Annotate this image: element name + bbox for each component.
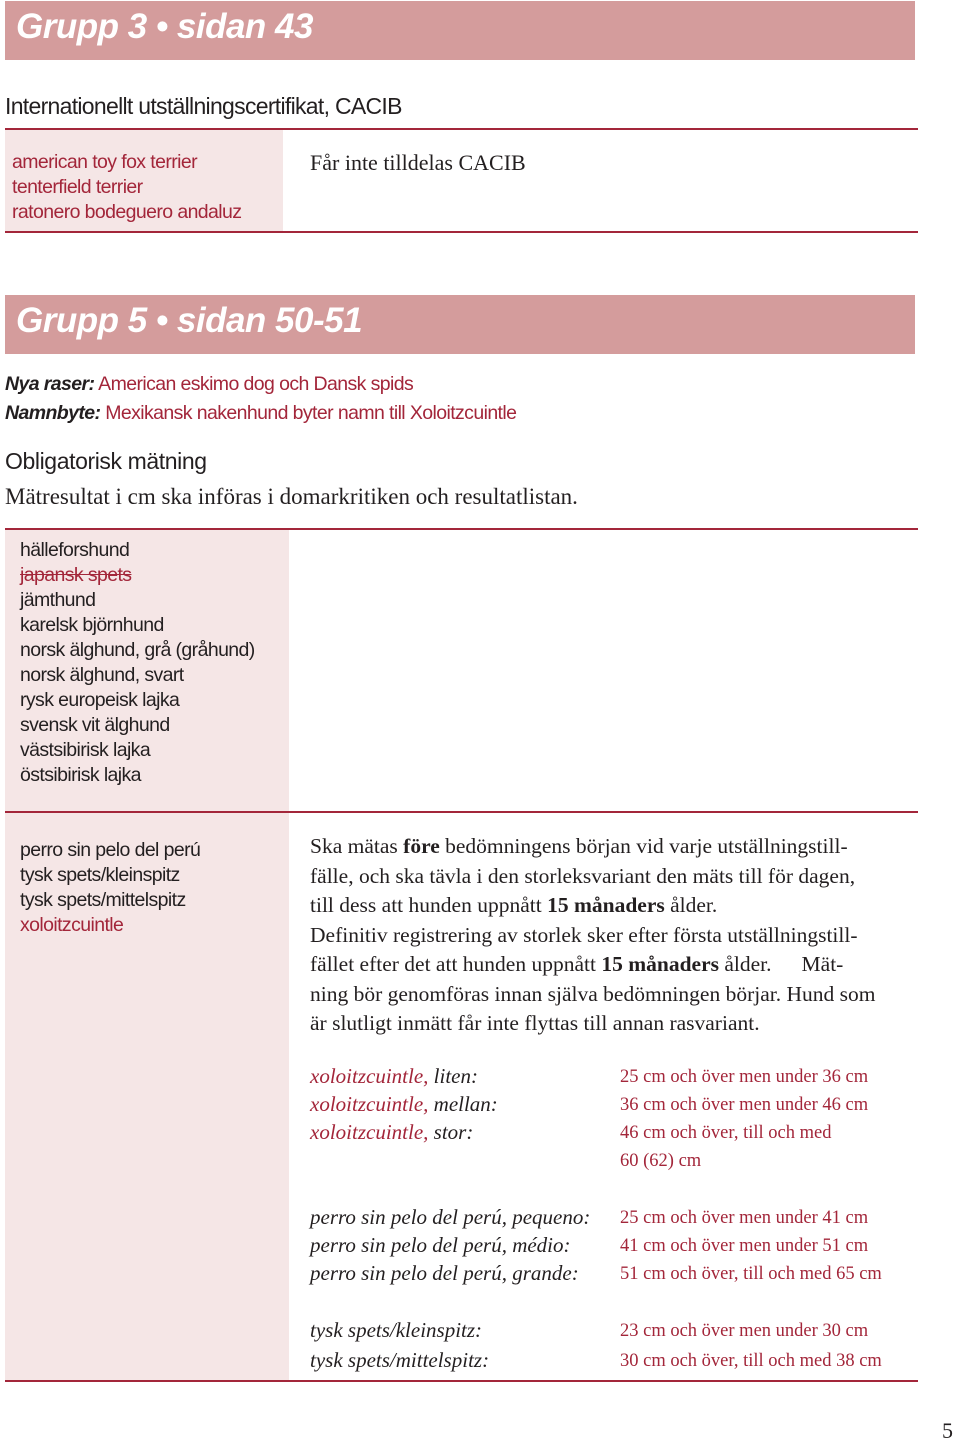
text-span: bedömningens början vid varje utställningstill- (439, 834, 848, 858)
text-span: Ska mätas (310, 834, 404, 858)
size-row (310, 1205, 590, 1230)
text-span: Mät- (801, 952, 844, 976)
breed-list-a (20, 538, 255, 788)
size-value: 23 cm och över men under 30 cm (620, 1321, 869, 1341)
measure-paragraph (310, 832, 920, 1039)
group3-banner-title: Grupp 3 • sidan 43 (16, 7, 313, 46)
list-item: xoloitzcuintle (20, 914, 124, 936)
list-item: norsk älghund, grå (gråhund) (20, 639, 255, 661)
size-breed: xoloitzcuintle, (310, 1064, 429, 1088)
cacib-note: Får inte tilldelas CACIB (310, 150, 526, 175)
size-row (310, 1233, 571, 1258)
size-row (310, 1064, 478, 1089)
size-value: 46 cm och över, till och med (620, 1123, 832, 1143)
size-variant: tysk spets/mittelspitz: (310, 1348, 490, 1372)
group3-banner (5, 1, 915, 60)
text-span: ålder. (664, 893, 718, 917)
size-value: 41 cm och över men under 51 cm (620, 1236, 869, 1256)
list-item: ratonero bodeguero andaluz (12, 201, 242, 223)
rename-text: Mexikansk nakenhund byter namn till Xoloitzcuintle (105, 402, 517, 424)
list-item: hälleforshund (20, 539, 130, 561)
size-value: 51 cm och över, till och med 65 cm (620, 1264, 882, 1284)
list-item: jämthund (20, 589, 96, 611)
divider (5, 1380, 918, 1382)
measure-intro: Mätresultat i cm ska införas i domarkritiken och resultatlistan. (5, 484, 578, 509)
text-line: är slutligt inmätt får inte flyttas till annan rasvariant. (310, 1011, 760, 1035)
size-variant: perro sin pelo del perú, grande: (310, 1261, 579, 1285)
list-item: västsibirisk lajka (20, 739, 151, 761)
cacib-heading: Internationellt utställningscertifikat, CACIB (5, 93, 402, 119)
size-value: 30 cm och över, till och med 38 cm (620, 1351, 882, 1371)
text-span: ålder. (719, 952, 772, 976)
group3-breed-list (12, 150, 241, 225)
list-item: tysk spets/mittelspitz (20, 889, 186, 911)
size-breed: xoloitzcuintle, (310, 1120, 429, 1144)
size-row (310, 1261, 579, 1286)
list-item: karelsk björnhund (20, 614, 164, 636)
list-item: norsk älghund, svart (20, 664, 184, 686)
list-item: japansk spets (20, 564, 132, 586)
list-item: tysk spets/kleinspitz (20, 864, 180, 886)
size-value: 25 cm och över men under 41 cm (620, 1208, 869, 1228)
list-item: rysk europeisk lajka (20, 689, 180, 711)
emphasis: 15 månaders (601, 952, 719, 976)
size-variant: perro sin pelo del perú, pequeno: (310, 1205, 591, 1229)
breed-list-b (20, 838, 200, 938)
size-value: 60 (62) cm (620, 1151, 702, 1171)
new-breeds-label: Nya raser: (5, 373, 95, 395)
size-variant: stor: (428, 1120, 474, 1144)
text-line: Definitiv registrering av storlek sker efter första utställningstill- (310, 922, 858, 947)
page-number: 5 (942, 1418, 953, 1443)
text-span: till dess att hunden uppnått (310, 893, 548, 917)
emphasis: före (403, 834, 440, 858)
text-line: ning bör genomföras innan själva bedömningen börjar. Hund som (310, 981, 876, 1006)
size-variant: perro sin pelo del perú, médio: (310, 1233, 571, 1257)
size-breed: xoloitzcuintle, (310, 1092, 429, 1116)
rename-label: Namnbyte: (5, 402, 101, 424)
emphasis: 15 månaders (547, 893, 665, 917)
size-row (310, 1120, 473, 1145)
divider (5, 231, 918, 233)
list-item: tenterfield terrier (12, 176, 143, 198)
rename-line (5, 402, 516, 425)
group5-banner-title: Grupp 5 • sidan 50-51 (16, 301, 363, 340)
list-item: svensk vit älghund (20, 714, 170, 736)
new-breeds-line (5, 373, 413, 396)
size-row (310, 1318, 482, 1343)
text-span: fället efter det att hunden uppnått (310, 952, 602, 976)
size-row (310, 1092, 498, 1117)
list-item: perro sin pelo del perú (20, 839, 201, 861)
new-breeds-text: American eskimo dog och Dansk spids (98, 373, 414, 395)
size-variant: liten: (428, 1064, 478, 1088)
text-line: fälle, och ska tävla i den storleksvariant den mäts till för dagen, (310, 863, 856, 888)
size-variant: tysk spets/kleinspitz: (310, 1318, 483, 1342)
group5-banner (5, 295, 915, 354)
size-value: 25 cm och över men under 36 cm (620, 1067, 869, 1087)
size-variant: mellan: (428, 1092, 498, 1116)
size-row (310, 1348, 489, 1373)
measure-heading: Obligatorisk mätning (5, 448, 207, 474)
list-item: american toy fox terrier (12, 151, 197, 173)
size-value: 36 cm och över men under 46 cm (620, 1095, 869, 1115)
list-item: östsibirisk lajka (20, 764, 141, 786)
